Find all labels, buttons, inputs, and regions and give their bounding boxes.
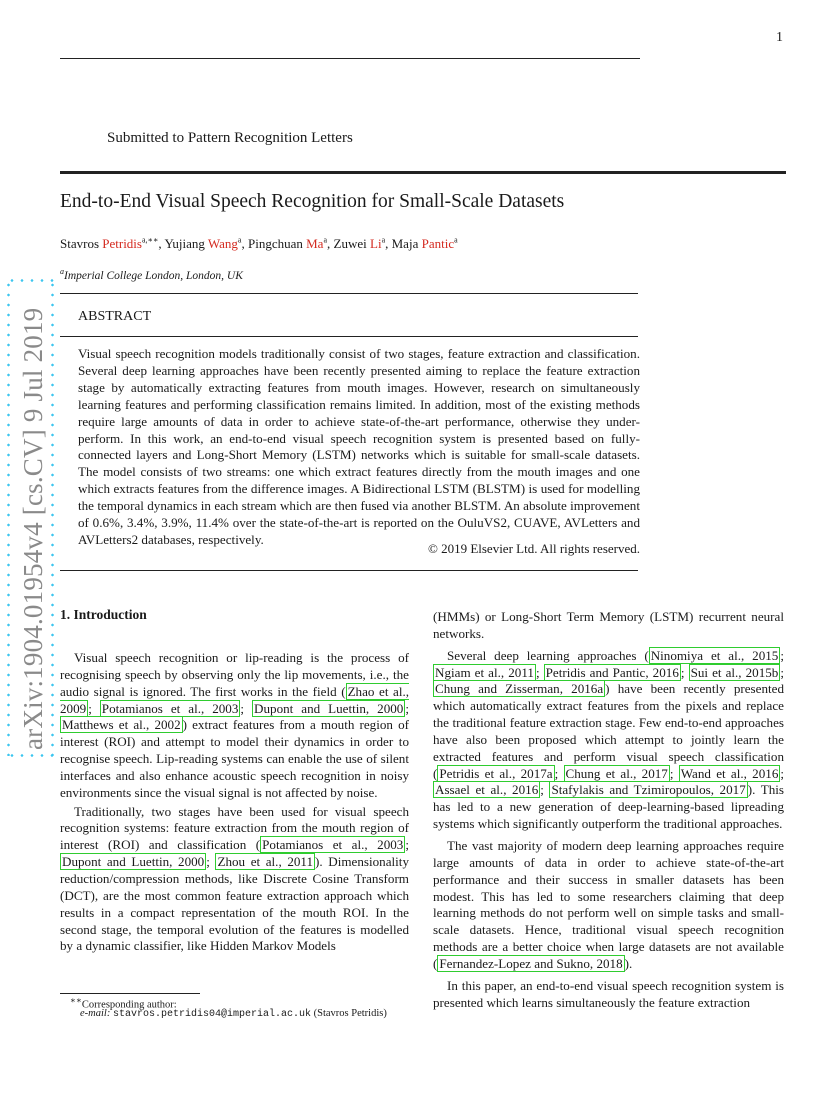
citation-link[interactable]: Dupont and Luettin, 2000 xyxy=(62,854,205,870)
stamp-border-left xyxy=(7,280,10,756)
citation-link[interactable]: Petridis and Pantic, 2016 xyxy=(545,664,679,680)
paragraph: The vast majority of modern deep learning approaches require large amounts of data in order to achieve state-of-the-art performance and their success in smaller datasets has been modest. This has led to some researchers claiming that deep learning methods do not perform well on simple tasks and small-scale datasets. Hence, traditional visual speech recognition methods are a better choice when large datasets are not available ( Fernandez-Lopez and Sukno, 2018 ). xyxy=(433,837,784,971)
citation-link[interactable]: Petridis et al., 2017a xyxy=(439,765,553,781)
author-link[interactable]: Petridis xyxy=(102,236,142,252)
affiliation: $^a$Imperial College London, London, UK xyxy=(60,267,243,282)
paragraph: Visual speech recognition or lip-reading is the process of recognising speech by observing only the lip movements, i.e., the audio signal is ignored. The first works in the field ( Zhao et al., 2009 ; Potamianos et al., 2003 ; Dupont and Luettin, 2000 ; Matthews et al., 2002 ) extract features from a mouth region of interest (ROI) and attempt to model their dynamics in order to recognise speech. Lip-reading systems can enable the use of silent interfaces and also enhance acoustic speech recognition in noisy environments since the visual signal is not affected by noise. xyxy=(60,650,409,800)
paragraph: In this paper, an end-to-end visual speech recognition system is presented which learns simultaneously the feature extraction xyxy=(433,977,784,1010)
author-link[interactable]: Ma xyxy=(306,236,324,252)
email-link[interactable]: stavros.petridis04@imperial.ac.uk xyxy=(112,1009,311,1020)
citation-link[interactable]: Wand et al., 2016 xyxy=(680,765,779,781)
citation-link[interactable]: Chung et al., 2017 xyxy=(565,765,668,781)
citation-link[interactable]: Dupont and Luettin, 2000 xyxy=(254,700,404,716)
left-column xyxy=(60,650,409,955)
paragraph: Traditionally, two stages have been used for visual speech recognition systems: feature extraction from the mouth region of interest (ROI) and classification ( Potamianos et al., 2003 ; Dupont and Luettin, 2000 ; Zhou et al., 2011 ). Dimensionality reduction/compression methods, like Discrete Cosine Transform (DCT), are the most common feature extraction approach which results in a compact representation of the mouth ROI. In the second stage, the temporal evolution of the features is modelled by a dynamic classifier, like Hidden Markov Models xyxy=(60,803,409,954)
citation-link[interactable]: Fernandez-Lopez and Sukno, 2018 xyxy=(439,955,623,971)
paragraph: (HMMs) or Long-Short Term Memory (LSTM) recurrent neural networks. xyxy=(433,609,784,641)
abstract-top-rule xyxy=(60,293,638,294)
author: Zuwei Li$^a$, xyxy=(333,236,392,252)
abstract-bottom-rule xyxy=(60,570,638,571)
author-link[interactable]: Wang xyxy=(207,236,238,252)
citation-link[interactable]: Zhao et al., 2009 xyxy=(60,683,409,716)
abstract-heading-rule xyxy=(60,336,638,337)
citation-link[interactable]: Chung and Zisserman, 2016a xyxy=(435,681,604,697)
stamp-border-top xyxy=(7,279,54,282)
paper-title: End-to-End Visual Speech Recognition for Small-Scale Datasets xyxy=(60,191,565,212)
right-column xyxy=(433,609,784,1011)
stamp-border-right xyxy=(51,280,54,756)
copyright-notice: © 2019 Elsevier Ltd. All rights reserved. xyxy=(427,541,640,556)
author-list xyxy=(60,236,458,252)
paragraph: Several deep learning approaches ( Ninomiya et al., 2015 ; Ngiam et al., 2011 ; Petridis and Pantic, 2016 ; Sui et al., 2015b ; Chung and Zisserman, 2016a ) have been recently presented which automatically extract features from the pixels and replace the traditional feature extraction stage. Few end-to-end approaches have also been proposed which attempt to jointly learn the extracted features and perform visual speech classification ( Petridis et al., 2017a ; Chung et al., 2017 ; Wand et al., 2016 ; Assael et al., 2016 ; Stafylakis and Tzimiropoulos, 2017 ). This has led to a new generation of deep-learning-based lipreading systems which significantly outperform the traditional approaches. xyxy=(433,647,785,832)
citation-link[interactable]: Assael et al., 2016 xyxy=(435,782,539,798)
stamp-border-bottom xyxy=(7,754,54,757)
citation-link[interactable]: Ngiam et al., 2011 xyxy=(435,664,534,680)
citation-link[interactable]: Ninomiya et al., 2015 xyxy=(650,647,779,663)
footnote-corresponding: ∗∗Corresponding author: xyxy=(70,995,177,1011)
arxiv-stamp[interactable]: arXiv:1904.01954v4 [cs.CV] 9 Jul 2019 xyxy=(18,307,48,750)
author: Stavros Petridis$^{a,∗∗}$, xyxy=(60,236,165,252)
citation-link[interactable]: Stafylakis and Tzimiropoulos, 2017 xyxy=(551,782,746,798)
citation-link[interactable]: Matthews et al., 2002 xyxy=(62,717,181,733)
author-link[interactable]: Pantic xyxy=(421,236,455,252)
footnote-email: e-mail: stavros.petridis04@imperial.ac.uk (Stavros Petridis) xyxy=(80,1008,387,1020)
citation-link[interactable]: Zhou et al., 2011 xyxy=(217,854,314,870)
author-link[interactable]: Li xyxy=(370,236,382,252)
section-heading: 1. Introduction xyxy=(60,607,147,622)
journal-line: Submitted to Pattern Recognition Letters xyxy=(107,130,353,146)
citation-link[interactable]: Sui et al., 2015b xyxy=(690,664,779,680)
top-thin-rule xyxy=(60,58,640,59)
abstract-heading: ABSTRACT xyxy=(78,309,152,324)
author: Yujiang Wang$^a$, xyxy=(164,236,248,252)
page-number: 1 xyxy=(776,30,783,45)
author: Maja Pantic$^a$ xyxy=(391,236,458,252)
citation-link[interactable]: Potamianos et al., 2003 xyxy=(262,837,404,853)
author: Pingchuan Ma$^a$, xyxy=(247,236,334,252)
footnote-rule xyxy=(60,993,200,994)
abstract-text: Visual speech recognition models traditionally consist of two stages, feature extraction and classification. Several deep learning approaches have been recently presented aiming to replace the feature extraction stage by automatically extracting features from mouth images. However, research on simultaneously learning features and performing classification remains limited. In addition, most of the existing methods require large amounts of data in order to achieve state-of-the-art performance, otherwise they under-perform. In this work, an end-to-end visual speech recognition system is presented based on fully-connected layers and Long-Short Memory (LSTM) networks which is suitable for small-scale datasets. The model consists of two streams: one which extract features directly from the mouth images and one which extracts features from the difference images. A Bidirectional LSTM (BLSTM) is used for modelling the temporal dynamics in each stream which are then fused via another BLSTM. An absolute improvement of 0.6%, 3.4%, 3.9%, 11.4% over the state-of-the-art is reported on the OuluVS2, CUAVE, AVLetters and AVLetters2 databases, respectively. xyxy=(78,346,640,547)
citation-link[interactable]: Potamianos et al., 2003 xyxy=(101,700,239,716)
top-thick-rule xyxy=(60,171,786,174)
